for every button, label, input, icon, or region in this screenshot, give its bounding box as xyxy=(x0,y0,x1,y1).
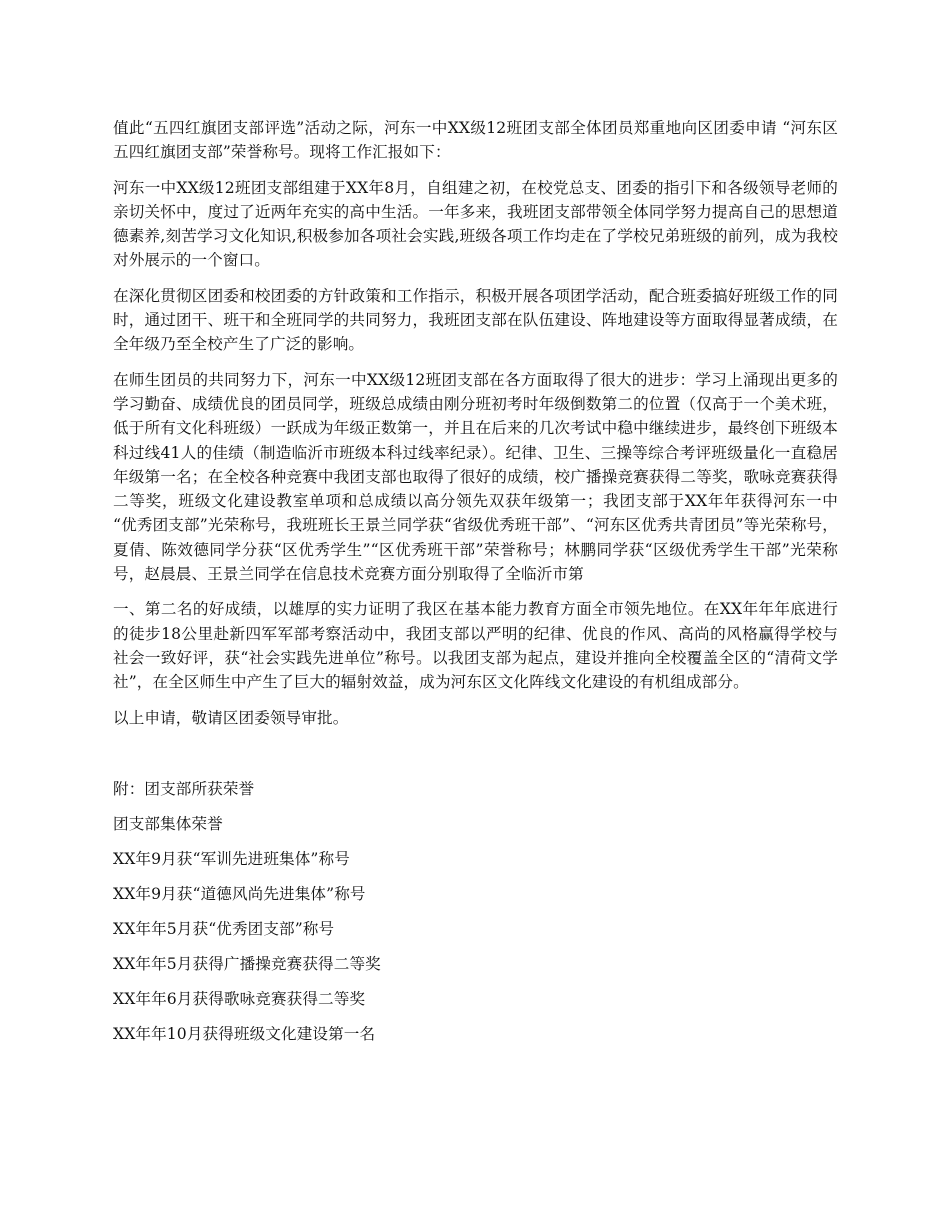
paragraph-achievements-continued: 一、第二名的好成绩，以雄厚的实力证明了我区在基本能力教育方面全市领先地位。在XX年年年底进行的徒步18公里赴新四军军部考察活动中，我团支部以严明的纪律、优良的作风、高尚的风格赢得学校与社会一致好评，获“社会实践先进单位”称号。以我团支部为起点，建设并推向全校覆盖全区的“清荷文学社”，在全区师生中产生了巨大的辐射效益，成为河东区文化阵线文化建设的有机组成部分。 xyxy=(113,600,838,692)
list-item: XX年年6月获得歌咏竞赛获得二等奖 xyxy=(113,989,366,1008)
paragraph-intro: 值此“五四红旗团支部评选”活动之际，河东一中XX级12班团支部全体团员郑重地向区团委申请 “河东区五四红旗团支部”荣誉称号。现将工作汇报如下： xyxy=(113,119,838,162)
list-item: XX年年5月获“优秀团支部”称号 xyxy=(113,919,335,938)
list-item: XX年9月获“道德风尚先进集体”称号 xyxy=(113,884,366,903)
paragraph-closing: 以上申请，敬请区团委领导审批。 xyxy=(113,708,349,727)
honors-list xyxy=(113,847,838,1046)
paragraph-background: 河东一中XX级12班团支部组建于XX年8月，自组建之初，在校党总支、团委的指引下和各级领导老师的亲切关怀中，度过了近两年充实的高中生活。一年多来，我班团支部带领全体同学努力提高自己的思想道德素养,刻苦学习文化知识,积极参加各项社会实践,班级各项工作均走在了学校兄弟班级的前列，成为我校对外展示的一个窗口。 xyxy=(113,178,838,270)
list-item: XX年年5月获得广播操竞赛获得二等奖 xyxy=(113,954,381,973)
section-spacer xyxy=(113,741,838,777)
paragraph-work: 在深化贯彻区团委和校团委的方针政策和工作指示，积极开展各项团学活动，配合班委搞好班级工作的同时，通过团干、班干和全班同学的共同努力，我班团支部在队伍建设、阵地建设等方面取得显著成绩，在全年级乃至全校产生了广泛的影响。 xyxy=(113,286,838,354)
list-item: XX年9月获“军训先进班集体”称号 xyxy=(113,849,350,868)
paragraph-achievements: 在师生团员的共同努力下，河东一中XX级12班团支部在各方面取得了很大的进步：学习上涌现出更多的学习勤奋、成绩优良的团员同学，班级总成绩由刚分班初考时年级倒数第二的位置（仅高于一个美术班，低于所有文化科班级）一跃成为年级正数第一，并且在后来的几次考试中稳中继续进步，最终创下班级本科过线41人的佳绩（制造临沂市班级本科过线率纪录）。纪律、卫生、三操等综合考评班级量化一直稳居年级第一名；在全校各种竞赛中我团支部也取得了很好的成绩，校广播操竞赛获得二等奖，歌咏竞赛获得二等奖，班级文化建设教室单项和总成绩以高分领先双获年级第一；我团支部于XX年年获得河东一中 “优秀团支部”光荣称号，我班班长王景兰同学获“省级优秀班干部”、“河东区优秀共青团员”等光荣称号，夏倩、陈效德同学分获“区优秀学生”“区优秀班干部”荣誉称号；林鹏同学获“区级优秀学生干部”光荣称号，赵晨晨、王景兰同学在信息技术竞赛方面分别取得了全临沂市第 xyxy=(113,370,838,584)
appendix-title: 附：团支部所获荣誉 xyxy=(113,779,255,798)
list-item: XX年年10月获得班级文化建设第一名 xyxy=(113,1024,376,1043)
honors-heading: 团支部集体荣誉 xyxy=(113,814,223,833)
